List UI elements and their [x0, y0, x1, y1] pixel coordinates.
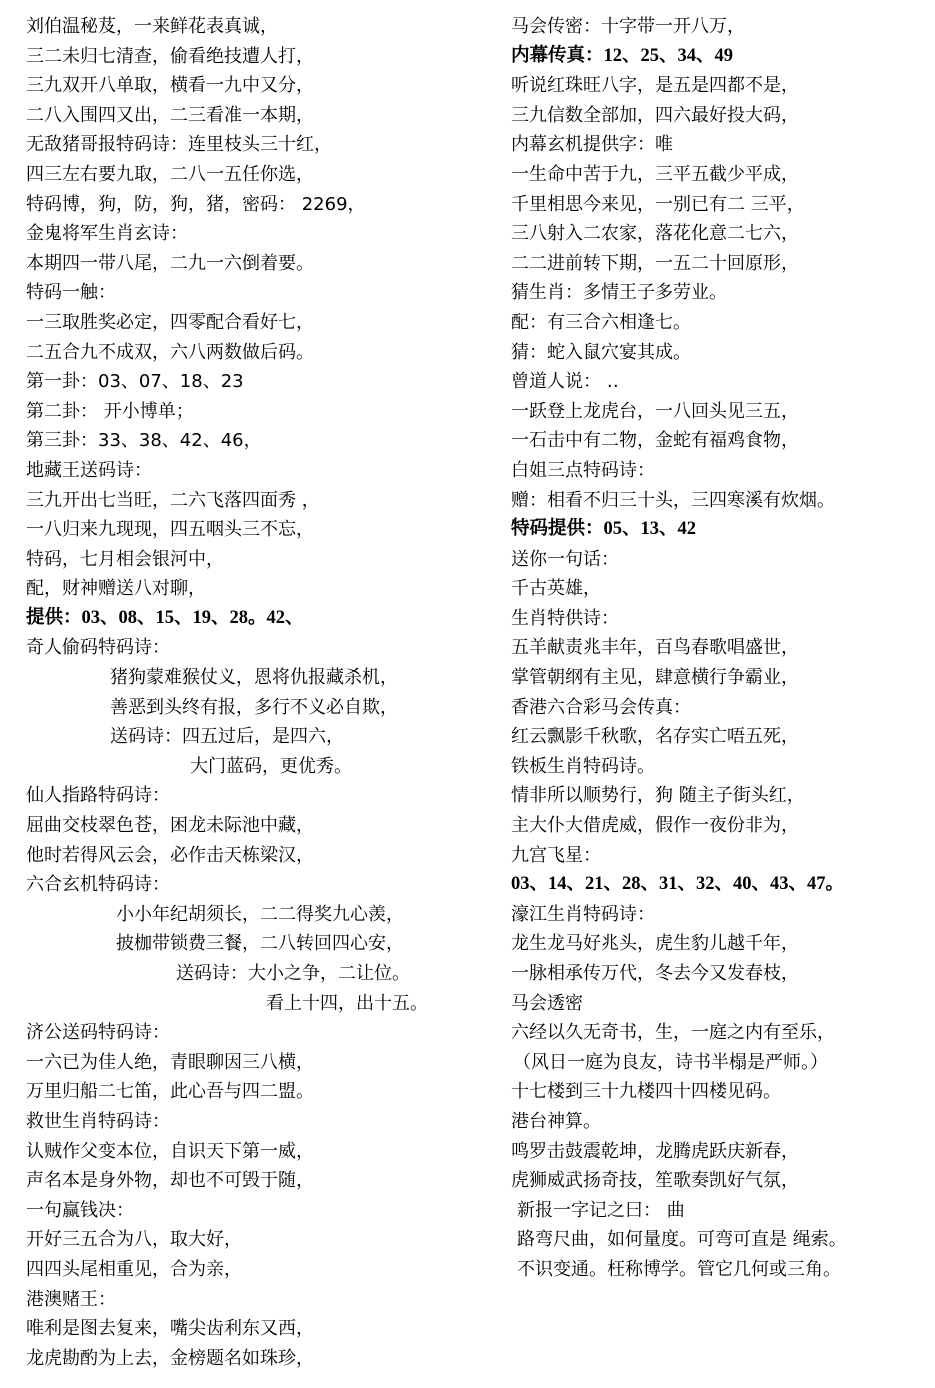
- text-line: 内幕玄机提供字：唯: [511, 134, 673, 156]
- text-line: 十七楼到三十九楼四十四楼见码。: [511, 1081, 781, 1103]
- text-line: 他时若得风云会，必作击天栋梁汉，: [26, 844, 314, 866]
- text-line: 掌管朝纲有主见，肆意横行争霸业，: [511, 667, 799, 689]
- section-heading: 一句赢钱决：: [26, 1199, 134, 1221]
- text-line: 开好三五合为八，取大好，: [26, 1229, 242, 1251]
- text-line: 听说红珠旺八字，是五是四都不是，: [511, 75, 799, 97]
- text-line: 一脉相承传万代，冬去今又发春枝，: [511, 963, 799, 984]
- text-line: 本期四一带八尾，二九一六倒着要。: [26, 252, 314, 274]
- text-line: 新报一字记之曰： 曲: [517, 1199, 685, 1221]
- section-heading: 马会透密: [511, 992, 583, 1014]
- section-heading: 奇人偷码特码诗：: [26, 637, 170, 659]
- text-line: 一六已为佳人绝，青眼聊因三八横，: [26, 1051, 314, 1073]
- text-line: 龙生龙马好兆头，虎生豹儿越千年，: [511, 933, 799, 955]
- text-line: 路弯尺曲，如何量度。可弯可直是 绳索。: [517, 1229, 847, 1251]
- text-line: 小小年纪胡须长，二二得奖九心羡，: [116, 903, 404, 925]
- section-heading: 救世生肖特码诗：: [26, 1110, 170, 1132]
- text-line: 三九双开八单取，横看一九中又分，: [26, 75, 314, 97]
- text-line: 三二未归七清查，偷看绝技遭人打，: [26, 45, 314, 67]
- text-line: 一石击中有二物，金蛇有福鸡食物，: [511, 430, 799, 452]
- numbers-line: 提供：03、08、15、19、28。42、: [26, 607, 304, 628]
- text-line: 一生命中苦于九，三平五截少平成，: [511, 163, 799, 185]
- text-line: 马会传密：十字带一开八万，: [511, 16, 745, 37]
- text-line: 六经以久无奇书，生，一庭之内有至乐，: [511, 1022, 835, 1044]
- section-heading: 九宫飞星：: [511, 844, 601, 866]
- text-line: 千古英雄，: [511, 578, 601, 600]
- text-line: 送码诗：大小之争，二让位。: [176, 963, 410, 984]
- right-column: [511, 12, 926, 1285]
- text-line: 第二卦： 开小博单；: [26, 400, 194, 422]
- text-line: 声名本是身外物，却也不可毁于随，: [26, 1170, 314, 1192]
- text-line: 大门蓝码，更优秀。: [190, 755, 352, 777]
- text-line: 猜生肖：多情王子多劳业。: [511, 282, 727, 304]
- text-line: 刘伯温秘芨，一来鲜花表真诚，: [26, 16, 278, 37]
- section-heading: 送你一句话：: [511, 548, 619, 570]
- text-line: 配，财神赠送八对聊，: [26, 578, 206, 600]
- text-line: 唯利是图去复来，嘴尖齿利东又西，: [26, 1318, 314, 1340]
- text-line: 三九信数全部加，四六最好投大码，: [511, 104, 799, 126]
- text-line: 特码，七月相会银河中，: [26, 548, 224, 570]
- text-line: 一三取胜奖必定，四零配合看好七，: [26, 311, 314, 333]
- section-heading: 济公送码特码诗：: [26, 1022, 170, 1044]
- left-column: [26, 12, 488, 1373]
- text-line: 千里相思今来见，一别已有二 三平，: [511, 193, 805, 215]
- section-heading: 六合玄机特码诗：: [26, 874, 170, 896]
- section-heading: 仙人指路特码诗：: [26, 785, 170, 807]
- text-line: 五羊献责兆丰年，百鸟春歌唱盛世，: [511, 637, 799, 659]
- text-line: 第一卦：03、07、18、23: [26, 371, 244, 393]
- section-heading: 港澳赌王：: [26, 1288, 116, 1310]
- text-line: 三八射入二农家，落花化意二七六，: [511, 223, 799, 245]
- text-line: 猜：蛇入鼠穴宴其成。: [511, 341, 691, 363]
- text-line: 主大仆大借虎威，假作一夜份非为，: [511, 815, 799, 837]
- section-heading: 金鬼将军生肖玄诗：: [26, 223, 188, 245]
- text-line: 披枷带锁费三餐，二八转回四心安，: [116, 933, 404, 955]
- text-line: 配：有三合六相逢七。: [511, 311, 691, 333]
- text-line: （风日一庭为良友，诗书半榻是严师。）: [513, 1051, 828, 1073]
- text-line: 龙虎勘酌为上去，金榜题名如珠珍，: [26, 1347, 314, 1369]
- text-line: 一八归来九现现，四五咽头三不忘，: [26, 519, 314, 541]
- text-line: 特码博，狗，防，狗，猪，密码： 2269，: [26, 193, 366, 215]
- text-line: 一跃登上龙虎台，一八回头见三五，: [511, 400, 799, 422]
- section-heading: 铁板生肖特码诗。: [511, 755, 655, 777]
- section-heading: 香港六合彩马会传真：: [511, 696, 691, 718]
- text-line: 万里归船二七笛，此心吾与四二盟。: [26, 1081, 314, 1103]
- numbers-line: 特码提供：05、13、42: [511, 519, 697, 540]
- text-line: 赠：相看不归三十头，三四寒溪有炊烟。: [511, 489, 835, 511]
- text-line: 二二进前转下期，一五二十回原形，: [511, 252, 799, 274]
- text-line: 二八入围四又出，二三看准一本期，: [26, 104, 314, 126]
- text-line: 红云飘影千秋歌，名存实亡唔五死，: [511, 726, 799, 748]
- numbers-line: 内幕传真：12、25、34、49: [511, 45, 734, 66]
- section-heading: 曾道人说： ‥: [511, 371, 619, 393]
- text-line: 虎狮威武扬奇技，笙歌奏凯好气氛，: [511, 1170, 799, 1192]
- text-line: 屈曲交枝翠色苍，困龙未际池中藏，: [26, 815, 314, 837]
- text-line: 善恶到头终有报，多行不义必自欺，: [110, 696, 398, 718]
- section-heading: 濠江生肖特码诗：: [511, 903, 655, 925]
- numbers-line: 03、14、21、28、31、32、40、43、47。: [511, 874, 845, 895]
- text-line: 二五合九不成双，六八两数做后码。: [26, 341, 314, 363]
- text-line: 认贼作父变本位，自识天下第一威，: [26, 1140, 314, 1162]
- text-line: 猪狗蒙难猴仗义，恩将仇报藏杀机，: [110, 667, 398, 689]
- text-line: 情非所以顺势行，狗 随主子街头红，: [511, 785, 805, 807]
- text-line: 送码诗：四五过后，是四六，: [110, 726, 344, 748]
- text-line: 第三卦：33、38、42、46，: [26, 430, 262, 452]
- text-line: 鸣罗击鼓震乾坤，龙腾虎跃庆新春，: [511, 1140, 799, 1162]
- section-heading: 港台神算。: [511, 1110, 601, 1132]
- section-heading: 白姐三点特码诗：: [511, 459, 655, 481]
- text-line: 四三左右要九取，二八一五任你选，: [26, 163, 314, 185]
- section-heading: 生肖特供诗：: [511, 607, 619, 629]
- text-line: 三九开出七当旺，二六飞落四面秀 ，: [26, 489, 320, 511]
- text-line: 不识变通。枉称博学。管它几何或三角。: [517, 1258, 841, 1280]
- text-line: 无敌猪哥报特码诗：连里枝头三十红，: [26, 134, 332, 156]
- text-line: 四四头尾相重见，合为亲，: [26, 1258, 242, 1280]
- text-line: 看上十四，出十五。: [266, 992, 428, 1014]
- section-heading: 地藏王送码诗：: [26, 459, 152, 481]
- section-heading: 特码一触：: [26, 282, 116, 304]
